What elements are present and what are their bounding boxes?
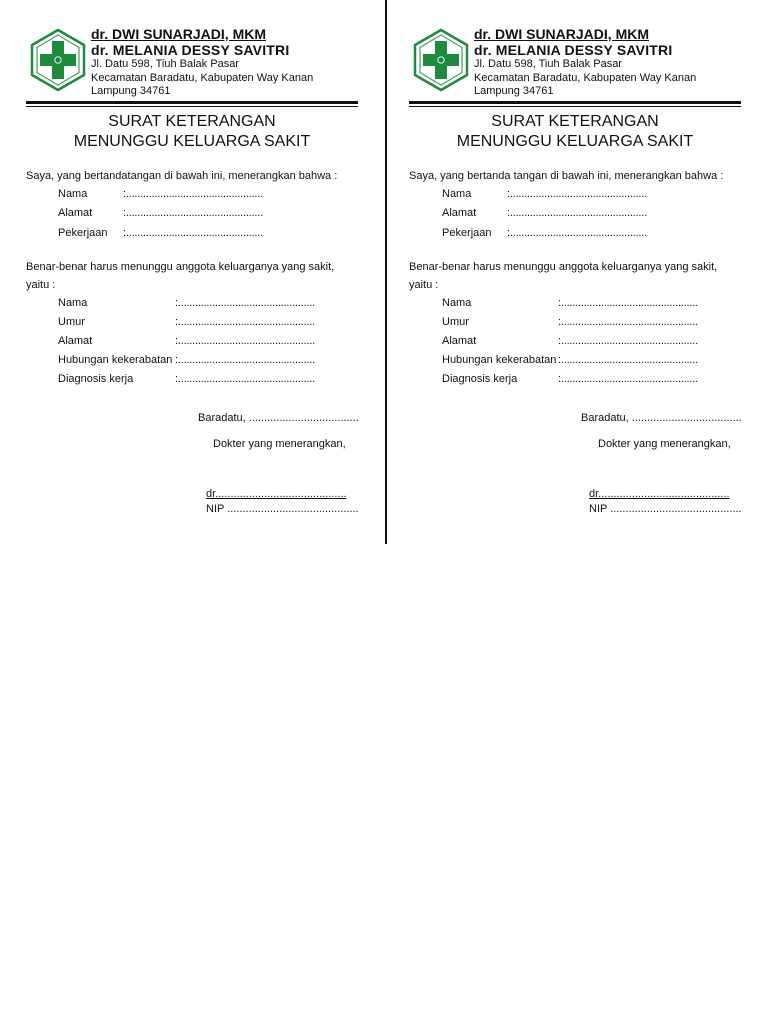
patient-blank-diagnosis[interactable]: :................................................	[558, 373, 698, 385]
header-rule-thick	[26, 101, 358, 104]
patient-blank-nama[interactable]: :................................................	[558, 297, 698, 309]
patient-label-nama: Nama	[58, 297, 88, 309]
patient-label-alamat: Alamat	[58, 335, 93, 347]
header-rule-thick	[409, 101, 741, 104]
center-divider	[385, 0, 387, 544]
statement-line-2: yaitu :	[26, 279, 56, 291]
patient-label-umur: Umur	[442, 316, 469, 328]
field-label-alamat: Alamat	[58, 207, 93, 219]
patient-blank-umur[interactable]: :................................................	[558, 316, 698, 328]
certificate-form-left	[16, 0, 361, 540]
doctor-signature-line[interactable]: dr...........................................	[589, 488, 730, 500]
certificate-form-right	[399, 0, 744, 540]
patient-blank-alamat[interactable]: :................................................	[175, 335, 315, 347]
place-date-line[interactable]: Baradatu, ....................................	[198, 412, 359, 424]
field-blank-alamat[interactable]: :................................................	[123, 207, 263, 219]
address-line-1: Jl. Datu 598, Tiuh Balak Pasar	[91, 58, 239, 70]
address-line-1: Jl. Datu 598, Tiuh Balak Pasar	[474, 58, 622, 70]
field-blank-alamat[interactable]: :................................................	[507, 207, 647, 219]
field-label-pekerjaan: Pekerjaan	[442, 227, 492, 239]
address-line-2: Kecamatan Baradatu, Kabupaten Way Kanan	[474, 71, 697, 84]
patient-blank-umur[interactable]: :................................................	[175, 316, 315, 328]
signer-caption: Dokter yang menerangkan,	[213, 438, 346, 450]
field-label-nama: Nama	[442, 188, 472, 200]
doctor-signature-line[interactable]: dr...........................................	[206, 488, 347, 500]
field-label-alamat: Alamat	[442, 207, 477, 219]
address-line-3: Lampung 34761	[91, 85, 171, 97]
patient-blank-hubungan[interactable]: :................................................	[175, 354, 315, 366]
doctor-name-1: dr. DWI SUNARJADI, MKM	[474, 26, 649, 42]
intro-text: Saya, yang bertanda tangan di bawah ini, menerangkan bahwa :	[409, 170, 724, 182]
field-blank-pekerjaan[interactable]: :................................................	[123, 227, 263, 239]
statement-line-2: yaitu :	[409, 279, 439, 291]
patient-label-diagnosis: Diagnosis kerja	[58, 373, 134, 385]
header-rule-thin	[26, 106, 358, 107]
patient-label-nama: Nama	[442, 297, 472, 309]
statement-line-1: Benar-benar harus menunggu anggota keluarganya yang sakit,	[409, 261, 718, 273]
doctor-name-2: dr. MELANIA DESSY SAVITRI	[474, 42, 673, 58]
field-label-nama: Nama	[58, 188, 88, 200]
nip-line[interactable]: NIP ...........................................	[206, 503, 359, 515]
address-line-2: Kecamatan Baradatu, Kabupaten Way Kanan	[91, 71, 314, 84]
letterhead	[474, 26, 696, 99]
doctor-name-1: dr. DWI SUNARJADI, MKM	[91, 26, 266, 42]
doctor-name-2: dr. MELANIA DESSY SAVITRI	[91, 42, 290, 58]
patient-label-umur: Umur	[58, 316, 85, 328]
patient-blank-nama[interactable]: :................................................	[175, 297, 315, 309]
field-blank-pekerjaan[interactable]: :................................................	[507, 227, 647, 239]
medical-cross-logo-icon	[413, 28, 469, 92]
place-date-line[interactable]: Baradatu, ....................................	[581, 412, 742, 424]
document-title: SURAT KETERANGAN	[108, 113, 276, 130]
patient-label-diagnosis: Diagnosis kerja	[442, 373, 518, 385]
letterhead	[91, 26, 313, 99]
intro-text: Saya, yang bertandatangan di bawah ini, menerangkan bahwa :	[26, 170, 338, 182]
patient-blank-diagnosis[interactable]: :................................................	[175, 373, 315, 385]
patient-blank-alamat[interactable]: :................................................	[558, 335, 698, 347]
address-line-3: Lampung 34761	[474, 85, 554, 97]
document-title: SURAT KETERANGAN	[491, 113, 659, 130]
patient-label-hubungan: Hubungan kekerabatan	[58, 354, 173, 366]
document-subtitle: MENUNGGU KELUARGA SAKIT	[456, 133, 694, 150]
patient-label-alamat: Alamat	[442, 335, 477, 347]
patient-label-hubungan: Hubungan kekerabatan	[442, 354, 557, 366]
field-blank-nama[interactable]: :................................................	[123, 188, 263, 200]
nip-line[interactable]: NIP ...........................................	[589, 503, 742, 515]
patient-blank-hubungan[interactable]: :................................................	[558, 354, 698, 366]
medical-cross-logo-icon	[30, 28, 86, 92]
statement-line-1: Benar-benar harus menunggu anggota keluarganya yang sakit,	[26, 261, 335, 273]
document-subtitle: MENUNGGU KELUARGA SAKIT	[73, 133, 311, 150]
field-label-pekerjaan: Pekerjaan	[58, 227, 108, 239]
signer-caption: Dokter yang menerangkan,	[598, 438, 731, 450]
header-rule-thin	[409, 106, 741, 107]
field-blank-nama[interactable]: :................................................	[507, 188, 647, 200]
